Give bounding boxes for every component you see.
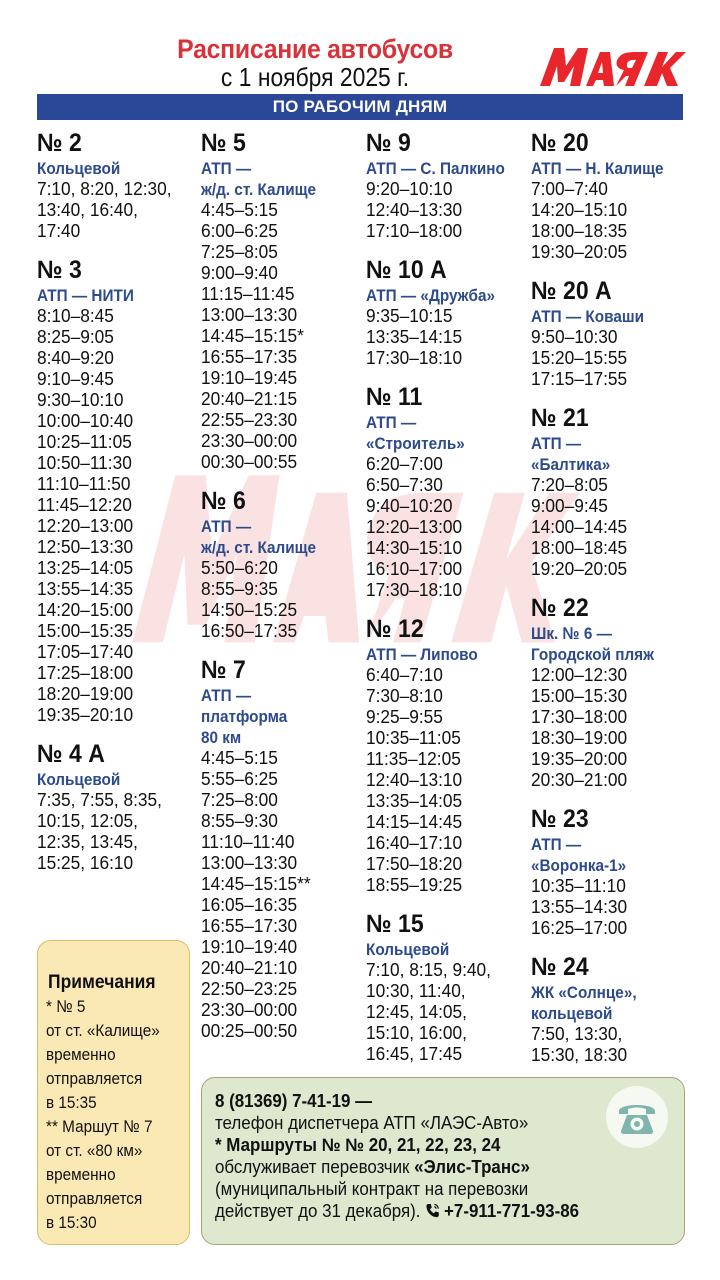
route-number: № 2 [37,129,82,157]
route-9 [366,128,520,242]
time-entry: 11:10–11:50 [37,474,131,494]
route-number: № 10 А [366,256,447,284]
route-number: № 11 [366,383,423,411]
time-entry: 00:30–00:55 [201,452,298,472]
time-entry: 9:25–9:55 [366,707,443,727]
time-entry: 14:20–15:10 [531,200,628,220]
time-entry: 15:25, 16:10 [37,853,134,873]
time-entry: 9:40–10:20 [366,496,453,516]
time-entry: 19:20–20:05 [531,559,628,579]
time-entry: 7:20–8:05 [531,475,608,495]
note-line: от ст. «80 км» [46,1141,143,1160]
time-entry: 6:00–6:25 [201,221,278,241]
time-entry: 20:40–21:15 [201,389,298,409]
time-entry: 9:10–9:45 [37,369,114,389]
time-entry: 17:40 [37,221,81,241]
time-entry: 8:55–9:30 [201,811,278,831]
time-entry: 8:25–9:05 [37,327,114,347]
time-entry: 8:10–8:45 [37,306,114,326]
time-entry: 12:40–13:10 [366,770,463,790]
time-entry: 7:10, 8:20, 12:30, [37,179,172,199]
time-entry: 7:00–7:40 [531,179,608,199]
route-name: АТП — Липово [366,645,478,664]
time-entry: 4:45–5:15 [201,200,278,220]
time-entry: 16:40–17:10 [366,833,463,853]
time-entry: 18:00–18:45 [531,538,628,558]
time-entry: 11:35–12:05 [366,749,461,769]
route-number: № 7 [201,656,246,684]
route-number: № 4 А [37,740,105,768]
time-entry: 12:00–12:30 [531,665,628,685]
route-20 [531,128,678,263]
route-number: № 3 [37,256,82,284]
header [0,0,720,94]
route-3 [37,255,177,726]
time-entry: 15:20–15:55 [531,348,628,368]
page-subtitle: с 1 ноября 2025 г. [220,62,410,92]
route-name: ЖК «Солнце», [531,983,637,1002]
route-24 [531,952,678,1066]
mayak-logo [536,40,686,90]
note-line: в 15:35 [46,1093,97,1112]
time-entry: 16:05–16:35 [201,895,298,915]
route-name: АТП — [201,517,252,536]
route-number: № 9 [366,129,411,157]
route-name: Кольцевой [366,940,450,959]
notes-title: Примечания [48,972,156,993]
time-entry: 12:45, 14:05, [366,1002,467,1022]
note-line: отправляется [46,1069,143,1088]
route-4a [37,739,177,874]
route-times [366,306,514,369]
carrier-routes-list: Маршруты № № 20, 21, 22, 23, 24 [226,1135,501,1155]
time-entry: 12:35, 13:45, [37,832,138,852]
page-title: Расписание автобусов [177,34,453,64]
time-entry: 14:00–14:45 [531,517,628,537]
time-entry: 9:20–10:10 [366,179,453,199]
route-name: ж/д. ст. Калище [201,180,317,199]
contract-line-2 [215,1200,656,1222]
time-entry: 10:30, 11:40, [366,981,466,1001]
schedule-column-3 [366,128,520,1078]
route-times [531,876,672,939]
route-name: «Балтика» [531,455,611,474]
note-line: временно [46,1165,116,1184]
route-name: Городской пляж [531,645,654,664]
time-entry: 8:55–9:35 [201,579,278,599]
time-entry: 7:25–8:00 [201,790,278,810]
route-times [531,665,672,791]
time-entry: 20:30–21:00 [531,770,628,790]
route-times [201,200,324,473]
route-15 [366,909,520,1065]
time-entry: 6:40–7:10 [366,665,443,685]
route-number: № 21 [531,404,589,432]
time-entry: 10:25–11:05 [37,432,132,452]
time-entry: 16:25–17:00 [531,918,628,938]
note-line: * № 5 [46,997,86,1016]
time-entry: 18:30–19:00 [531,728,628,748]
time-entry: 19:35–20:10 [37,705,134,725]
time-entry: 19:10–19:40 [201,937,298,957]
route-name: кольцевой [531,1004,613,1023]
carrier-line [215,1156,656,1178]
route-6 [201,486,329,642]
route-12 [366,614,520,896]
carrier-routes [215,1134,656,1156]
time-entry: 16:10–17:00 [366,559,463,579]
route-times [37,179,172,242]
time-entry: 13:35–14:15 [366,327,463,347]
route-number: № 20 [531,129,589,157]
route-times [531,475,672,580]
time-entry: 17:50–18:20 [366,854,463,874]
route-number: № 23 [531,805,589,833]
route-name: «Воронка-1» [531,856,627,875]
time-entry: 13:55–14:35 [37,579,134,599]
route-number: № 24 [531,953,589,981]
time-entry: 15:10, 16:00, [366,1023,467,1043]
time-entry: 10:50–11:30 [37,453,132,473]
route-number: № 6 [201,487,246,515]
time-entry: 17:30–18:00 [531,707,628,727]
route-number: № 5 [201,129,246,157]
route-5 [201,128,329,473]
route-name: АТП — [531,835,582,854]
route-times [201,558,324,642]
asterisk: * [215,1135,227,1155]
route-name: платформа [201,707,288,726]
time-entry: 14:30–15:10 [366,538,463,558]
time-entry: 17:30–18:10 [366,580,463,600]
route-22 [531,593,678,791]
time-entry: 8:40–9:20 [37,348,114,368]
time-entry: 19:30–20:05 [531,242,628,262]
dispatcher-phone[interactable]: 8 (81369) 7-41-19 — [215,1091,373,1111]
note-line: ** Маршут № 7 [46,1117,153,1136]
note-line: отправляется [46,1189,143,1208]
time-entry: 17:10–18:00 [366,221,463,241]
workdays-banner: ПО РАБОЧИМ ДНЯМ [37,94,683,120]
route-2 [37,128,177,242]
time-entry: 13:35–14:05 [366,791,463,811]
time-entry: 13:25–14:05 [37,558,134,578]
schedule-column-1 [37,128,177,887]
route-name: АТП — «Дружба» [366,286,496,305]
time-entry: 9:30–10:10 [37,390,124,410]
time-entry: 14:50–15:25 [201,600,298,620]
route-7 [201,655,329,1042]
route-number: № 12 [366,615,424,643]
route-name: ж/д. ст. Калище [201,538,317,557]
time-entry: 23:30–00:00 [201,431,298,451]
time-entry: 22:55–23:30 [201,410,298,430]
route-name: АТП — [531,434,582,453]
phone-call-icon [425,1201,444,1221]
time-entry: 11:10–11:40 [201,832,295,852]
contract-text: действует до 31 декабря). [215,1201,426,1221]
time-entry: 7:25–8:05 [201,242,278,262]
notes-box [37,940,190,1245]
time-entry: 14:45–15:15** [201,874,311,894]
schedule-column-2 [201,128,329,1055]
route-23 [531,804,678,939]
time-entry: 4:45–5:15 [201,748,278,768]
time-entry: 12:50–13:30 [37,537,134,557]
route-times [201,748,324,1042]
time-entry: 12:40–13:30 [366,200,463,220]
time-entry: 13:00–13:30 [201,305,298,325]
route-name: АТП — НИТИ [37,286,134,305]
route-times [366,960,514,1065]
time-entry: 10:00–10:40 [37,411,134,431]
route-name: 80 км [201,728,242,747]
note-line: от ст. «Калище» [46,1021,160,1040]
route-name: АТП — Коваши [531,307,644,326]
time-entry: 6:20–7:00 [366,454,443,474]
route-times [366,179,514,242]
time-entry: 18:00–18:35 [531,221,628,241]
carrier-text: обслуживает перевозчик [215,1157,415,1177]
route-number: № 20 А [531,277,612,305]
time-entry: 16:55–17:35 [201,347,298,367]
note-line: в 15:30 [46,1213,97,1232]
time-entry: 7:10, 8:15, 9:40, [366,960,491,980]
time-entry: 12:20–13:00 [37,516,134,536]
route-name: Кольцевой [37,770,121,789]
time-entry: 14:20–15:00 [37,600,134,620]
time-entry: 9:50–10:30 [531,327,618,347]
time-entry: 15:00–15:30 [531,686,628,706]
carrier-name: «Элис-Транс» [414,1157,530,1177]
time-entry: 15:30, 18:30 [531,1045,628,1065]
time-entry: 10:35–11:05 [366,728,461,748]
time-entry: 22:50–23:25 [201,979,298,999]
time-entry: 13:00–13:30 [201,853,298,873]
time-entry: 9:00–9:45 [531,496,608,516]
route-name: АТП — [366,413,417,432]
route-times [531,1024,672,1066]
route-name: «Строитель» [366,434,465,453]
time-entry: 20:40–21:10 [201,958,298,978]
contact-box [201,1077,685,1245]
time-entry: 17:05–17:40 [37,642,134,662]
time-entry: 7:30–8:10 [366,686,443,706]
time-entry: 13:40, 16:40, [37,200,138,220]
route-times [37,790,172,874]
time-entry: 17:15–17:55 [531,369,628,389]
time-entry: 19:10–19:45 [201,368,298,388]
time-entry: 17:30–18:10 [366,348,463,368]
carrier-phone[interactable]: +7-911-771-93-86 [444,1201,580,1221]
time-entry: 16:50–17:35 [201,621,298,641]
route-11 [366,382,520,601]
route-times [366,454,514,601]
route-number: № 22 [531,594,589,622]
route-name: Кольцевой [37,159,121,178]
route-name: АТП — Н. Калище [531,159,664,178]
route-name: АТП — [201,686,252,705]
time-entry: 9:35–10:15 [366,306,453,326]
time-entry: 5:50–6:20 [201,558,278,578]
telephone-icon [606,1086,668,1148]
time-entry: 14:15–14:45 [366,812,463,832]
route-times [531,179,672,263]
route-21 [531,403,678,580]
route-name: АТП — С. Палкино [366,159,505,178]
time-entry: 14:45–15:15* [201,326,304,346]
schedule-column-4 [531,128,678,1079]
time-entry: 18:20–19:00 [37,684,134,704]
time-entry: 5:55–6:25 [201,769,278,789]
time-entry: 11:15–11:45 [201,284,295,304]
dispatcher-label: телефон диспетчера АТП «ЛАЭС-Авто» [215,1113,529,1133]
time-entry: 19:35–20:00 [531,749,628,769]
time-entry: 23:30–00:00 [201,1000,298,1020]
time-entry: 13:55–14:30 [531,897,628,917]
time-entry: 6:50–7:30 [366,475,443,495]
route-name: АТП — [201,159,252,178]
time-entry: 12:20–13:00 [366,517,463,537]
time-entry: 9:00–9:40 [201,263,278,283]
time-entry: 11:45–12:20 [37,495,132,515]
time-entry: 10:35–11:10 [531,876,626,896]
route-name: Шк. № 6 — [531,624,612,643]
time-entry: 18:55–19:25 [366,875,463,895]
route-10a [366,255,520,369]
time-entry: 16:55–17:30 [201,916,298,936]
time-entry: 16:45, 17:45 [366,1044,463,1064]
time-entry: 7:35, 7:55, 8:35, [37,790,162,810]
time-entry: 17:25–18:00 [37,663,134,683]
time-entry: 7:50, 13:30, [531,1024,623,1044]
contract-line-1: (муниципальный контракт на перевозки [215,1179,529,1199]
route-number: № 15 [366,910,424,938]
time-entry: 15:00–15:35 [37,621,134,641]
note-line: временно [46,1045,116,1064]
time-entry: 00:25–00:50 [201,1021,298,1041]
time-entry: 10:15, 12:05, [37,811,138,831]
route-times [531,327,672,390]
route-times [37,306,172,726]
notes-lines [46,995,189,1235]
route-20a [531,276,678,390]
route-times [366,665,514,896]
